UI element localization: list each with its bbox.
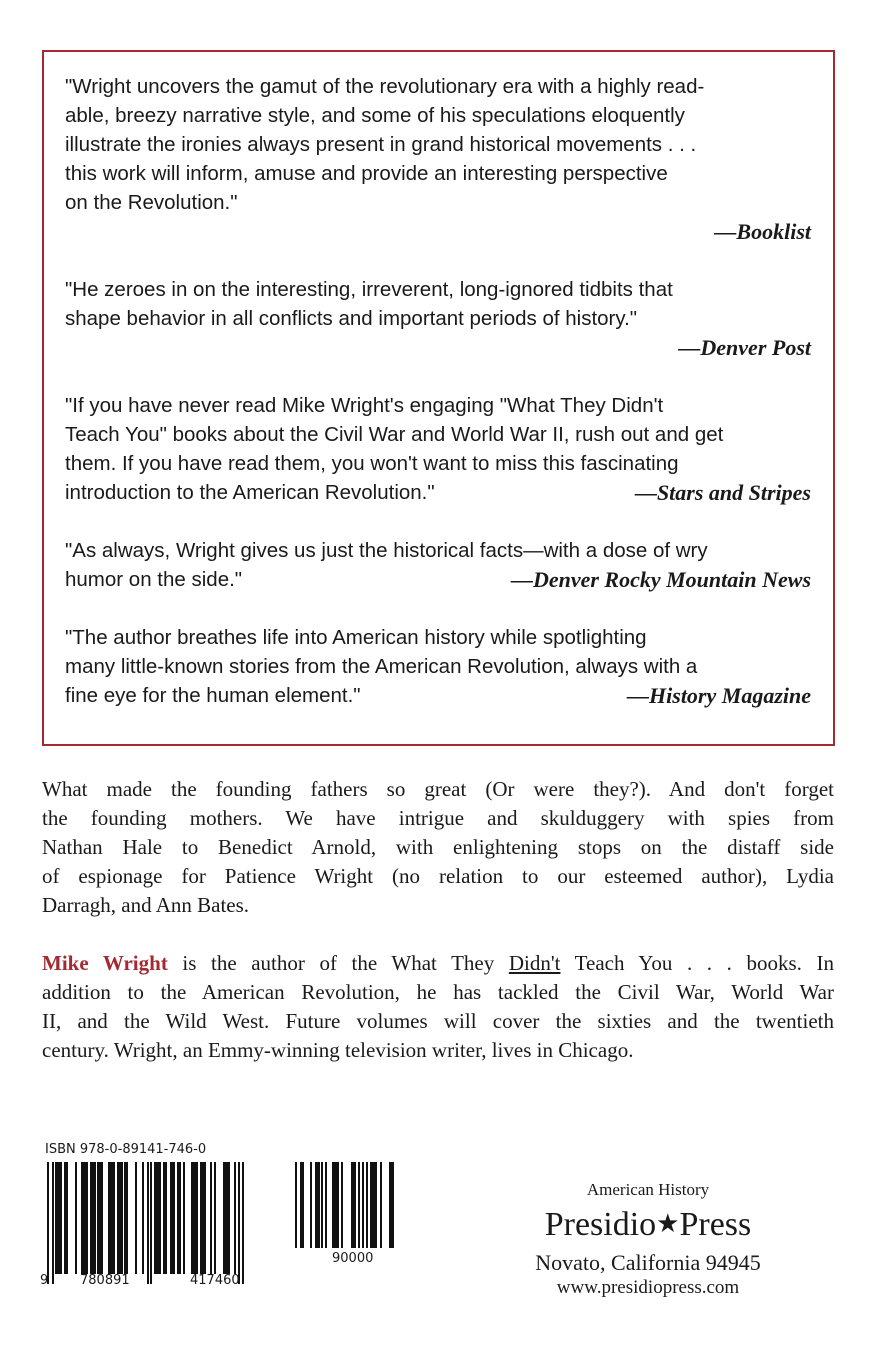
- quote-line: illustrate the ironies always present in grand historical movements . . .: [65, 133, 697, 156]
- quote-source: —Booklist: [714, 219, 811, 244]
- quote-line: "If you have never read Mike Wright's engaging "What They Didn't: [65, 394, 664, 417]
- review-denver-post: [65, 275, 811, 362]
- quote-line: introduction to the American Revolution.": [65, 481, 435, 504]
- isbn-text: ISBN 978-0-89141-746-0: [45, 1142, 207, 1157]
- barcode-bar: [64, 1162, 68, 1274]
- barcode-bar: [389, 1162, 394, 1248]
- barcode-bar: [52, 1162, 54, 1284]
- review-rocky-mountain-news: [65, 536, 811, 594]
- bio-text: Teach You . . . books. In: [560, 951, 834, 975]
- star-icon: ★: [656, 1209, 680, 1238]
- quote-line: able, breezy narrative style, and some of his speculations eloquently: [65, 104, 685, 127]
- quote-source: —Denver Post: [678, 335, 811, 360]
- quote-line: shape behavior in all conflicts and important periods of history.": [65, 307, 638, 330]
- bio-line: addition to the American Revolution, he has tackled the Civil War, World War: [42, 980, 834, 1004]
- barcode-bar: [90, 1162, 96, 1274]
- barcode-bar: [117, 1162, 123, 1274]
- barcode-bar: [325, 1162, 327, 1248]
- barcode-digits-right: 417460: [190, 1273, 240, 1288]
- barcode-digits-left: 780891: [80, 1273, 130, 1288]
- barcode-bar: [300, 1162, 304, 1248]
- price-code: 90000: [332, 1251, 374, 1266]
- barcode-bar: [238, 1162, 240, 1284]
- barcode-bar: [55, 1162, 62, 1274]
- bio-text: is the author of the What They: [167, 951, 509, 975]
- barcode-bar: [210, 1162, 212, 1274]
- quote-line: on the Revolution.": [65, 191, 238, 214]
- quote-line: fine eye for the human element.": [65, 684, 361, 707]
- barcode-bar: [358, 1162, 360, 1248]
- barcode-bar: [47, 1162, 49, 1284]
- review-stars-and-stripes: [65, 391, 811, 507]
- barcode-bar: [234, 1162, 236, 1274]
- review-history-magazine: [65, 623, 811, 710]
- publisher-logo: [500, 1206, 796, 1244]
- quote-line: "The author breathes life into American history while spotlighting: [65, 626, 647, 649]
- barcode-bar: [341, 1162, 343, 1248]
- quote-line: Teach You" books about the Civil War and World War II, rush out and get: [65, 423, 724, 446]
- barcode-bar: [242, 1162, 244, 1284]
- barcode-bar: [366, 1162, 368, 1248]
- publisher-url: www.presidiopress.com: [556, 1277, 740, 1298]
- quote-line: humor on the side.": [65, 568, 243, 591]
- quote-line: "He zeroes in on the interesting, irreverent, long-ignored tidbits that: [65, 278, 673, 301]
- review-booklist: [65, 72, 811, 246]
- barcode-bar: [191, 1162, 198, 1274]
- barcode-bar: [370, 1162, 377, 1248]
- bio-underlined: Didn't: [508, 951, 561, 975]
- barcode-bar: [177, 1162, 181, 1274]
- barcode-bar: [170, 1162, 175, 1274]
- publisher-name: Press: [679, 1206, 752, 1243]
- barcode-bar: [380, 1162, 382, 1248]
- quote-line: "As always, Wright gives us just the historical facts—with a dose of wry: [65, 539, 708, 562]
- description-line: the founding mothers. We have intrigue and skulduggery with spies from: [42, 806, 834, 830]
- barcode-bar: [332, 1162, 339, 1248]
- description-line: Nathan Hale to Benedict Arnold, with enlightening stops on the distaff side: [42, 835, 834, 859]
- barcode-bar: [81, 1162, 88, 1274]
- barcode-bar: [321, 1162, 323, 1248]
- barcode-bar: [150, 1162, 152, 1284]
- barcode-bar: [97, 1162, 103, 1274]
- publisher-address: Novato, California 94945: [535, 1250, 761, 1275]
- quote-line: this work will inform, amuse and provide an interesting perspective: [65, 162, 668, 185]
- quote-source: —Denver Rocky Mountain News: [510, 567, 811, 592]
- barcode-bar: [124, 1162, 128, 1274]
- book-description: [42, 775, 834, 920]
- author-name: Mike Wright: [42, 951, 168, 975]
- barcode-bar: [147, 1162, 149, 1284]
- barcode-bar: [200, 1162, 206, 1274]
- barcode-bar: [163, 1162, 167, 1274]
- quote-line: them. If you have read them, you won't want to miss this fascinating: [65, 452, 679, 475]
- description-line: Darragh, and Ann Bates.: [42, 893, 250, 917]
- barcode-bar: [142, 1162, 144, 1274]
- barcode-digit: 9: [40, 1273, 49, 1288]
- barcode-bar: [154, 1162, 161, 1274]
- barcode-bar: [295, 1162, 297, 1248]
- quote-line: "Wright uncovers the gamut of the revolutionary era with a highly read-: [65, 75, 705, 98]
- bio-line: century. Wright, an Emmy-winning television writer, lives in Chicago.: [42, 1038, 634, 1062]
- author-bio: [42, 949, 834, 1065]
- bio-line: II, and the Wild West. Future volumes will cover the sixties and the twentieth: [42, 1009, 834, 1033]
- barcode-bar: [135, 1162, 137, 1274]
- bio-line: [42, 949, 834, 978]
- price-barcode: [295, 1162, 410, 1248]
- quote-line: many little-known stories from the American Revolution, always with a: [65, 655, 698, 678]
- quote-source: —Stars and Stripes: [634, 480, 811, 505]
- quote-source: —History Magazine: [627, 683, 811, 708]
- barcode-bar: [310, 1162, 312, 1248]
- publisher-name: Presidio: [544, 1206, 657, 1243]
- barcode-bar: [223, 1162, 230, 1274]
- description-line: What made the founding fathers so great (Or were they?). And don't forget: [42, 777, 834, 801]
- barcode-bar: [108, 1162, 115, 1274]
- isbn-barcode: [47, 1162, 277, 1274]
- description-line: of espionage for Patience Wright (no relation to our esteemed author), Lydia: [42, 864, 834, 888]
- barcode-bar: [351, 1162, 356, 1248]
- barcode-bar: [75, 1162, 77, 1274]
- barcode-bar: [183, 1162, 185, 1274]
- review-quotes: [65, 72, 811, 739]
- category-label: American History: [586, 1180, 710, 1199]
- barcode-bar: [362, 1162, 364, 1248]
- barcode-bar: [315, 1162, 320, 1248]
- barcode-bar: [214, 1162, 216, 1274]
